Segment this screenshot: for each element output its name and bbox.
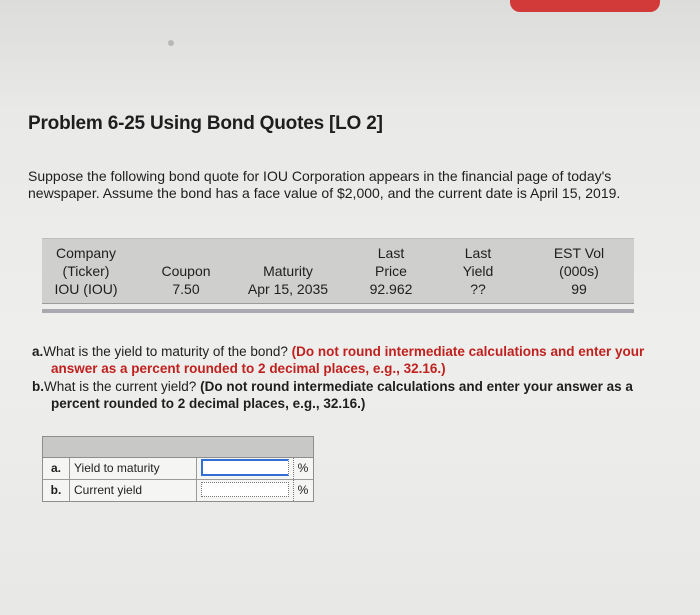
question-b-letter: b. [32, 379, 44, 394]
answer-row-ytm [43, 458, 313, 480]
answer-row-current-yield [43, 480, 313, 501]
coupon-value: 7.50 [172, 281, 200, 297]
answer-row-letter: b. [43, 480, 70, 501]
top-accent-bar [510, 0, 660, 12]
question-b [32, 378, 662, 412]
maturity-value: Apr 15, 2035 [247, 281, 329, 297]
company-value: IOU (IOU) [54, 281, 118, 297]
percent-unit: % [293, 480, 312, 501]
question-list [32, 343, 662, 413]
company-header-line1: Company [56, 245, 116, 261]
quote-column-last-yield [456, 244, 500, 298]
question-b-instruction: (Do not round intermediate calculations and enter your answer as a percent rounded to 2 decimal places, e.g., 32.16.) [51, 379, 633, 411]
dust-mark [168, 40, 174, 46]
question-a-letter: a. [32, 344, 44, 359]
company-header-line2: (Ticker) [62, 263, 110, 279]
last-yield-header-line2: Yield [462, 263, 494, 279]
quote-column-coupon [156, 262, 216, 298]
answer-row-label: Current yield [70, 480, 197, 501]
question-a-instruction: (Do not round intermediate calculations and enter your answer as a percent rounded to 2 decimal places, e.g., 32.16.) [51, 344, 645, 376]
quote-column-company [48, 244, 124, 298]
answer-row-label: Yield to maturity [70, 458, 197, 479]
answer-row-letter: a. [43, 458, 70, 479]
quote-column-maturity [238, 262, 338, 298]
last-yield-value: ?? [470, 281, 486, 297]
est-vol-value: 99 [571, 281, 587, 297]
maturity-header: Maturity [263, 263, 313, 279]
problem-intro: Suppose the following bond quote for IOU Corporation appears in the financial page of today's newspaper. Assume the bond has a face value of $2,000, and the current date is April 15, 2019. [28, 168, 621, 201]
quote-column-est-vol [542, 244, 616, 298]
quote-column-last-price [360, 244, 422, 298]
question-a [32, 343, 662, 377]
bond-quote-underline [42, 309, 634, 313]
question-a-text: What is the yield to maturity of the bond? [43, 344, 288, 359]
problem-title: Problem 6-25 Using Bond Quotes [LO 2] [28, 113, 383, 134]
last-yield-header-line1: Last [464, 245, 492, 261]
last-price-value: 92.962 [369, 281, 413, 297]
last-price-header-line1: Last [377, 245, 405, 261]
yield-to-maturity-input[interactable] [201, 459, 289, 476]
coupon-header: Coupon [161, 263, 211, 279]
est-vol-header-line2: (000s) [559, 263, 599, 279]
current-yield-input[interactable] [201, 482, 289, 497]
question-b-text: What is the current yield? [44, 379, 197, 394]
answer-table [42, 436, 314, 502]
answer-table-header [43, 437, 313, 458]
last-price-header-line2: Price [375, 263, 407, 279]
est-vol-header-line1: EST Vol [553, 245, 605, 261]
percent-unit: % [293, 458, 312, 479]
